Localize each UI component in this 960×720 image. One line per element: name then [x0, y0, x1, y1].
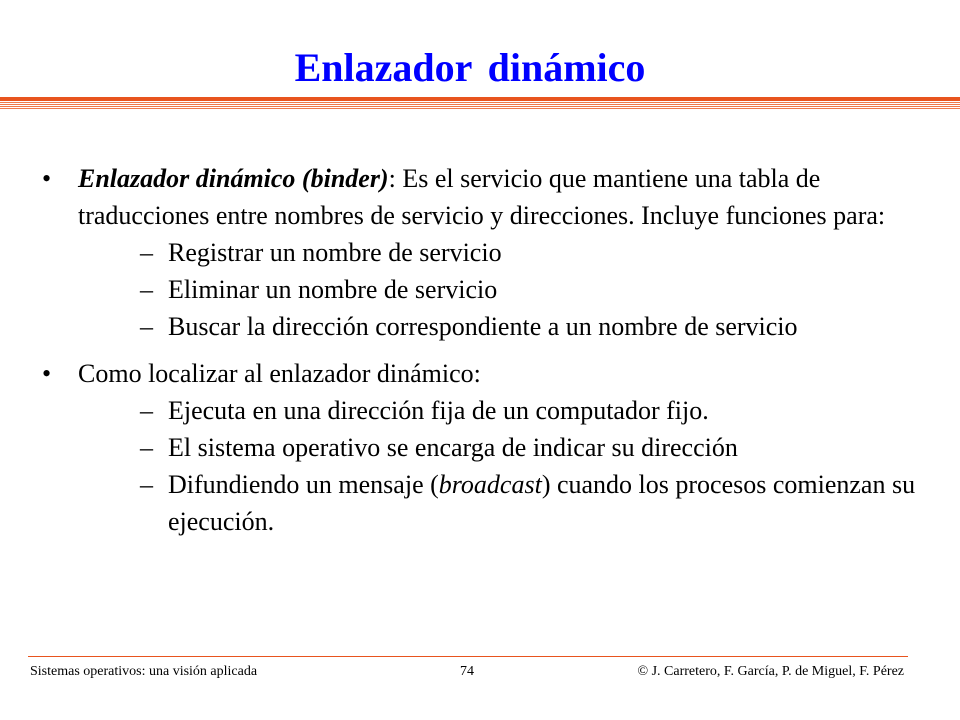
title-divider-stripes	[0, 102, 960, 109]
dash-icon: –	[140, 470, 153, 499]
dash-icon: –	[140, 396, 153, 425]
footer-copyright: © J. Carretero, F. García, P. de Miguel, F. Pérez	[637, 664, 904, 679]
dash-icon: –	[140, 433, 153, 462]
sub-item-os-indicates	[78, 429, 930, 466]
footer-book-title: Sistemas operativos: una visión aplicada	[30, 664, 258, 679]
bullet-binder-definition	[30, 160, 930, 345]
sub-item-broadcast	[78, 466, 930, 540]
sub-item-text: Buscar la dirección correspondiente a un nombre de servicio	[168, 312, 798, 341]
binder-definition-text: : Es el servicio que mantiene una tabla de traducciones entre nombres de servicio y direcciones. Incluye funciones para:	[78, 164, 886, 230]
sub-item-text: Eliminar un nombre de servicio	[168, 275, 498, 304]
locating-binder-text: Como localizar al enlazador dinámico:	[78, 359, 481, 388]
dash-icon: –	[140, 238, 153, 267]
sub-item-remove	[78, 271, 930, 308]
title-divider-line	[0, 97, 960, 101]
bullet-icon: •	[42, 164, 52, 193]
title-divider	[0, 97, 960, 109]
broadcast-text-after: ) cuando los procesos comienzan su ejecución.	[168, 470, 916, 536]
broadcast-term: broadcast	[438, 470, 542, 499]
slide-title: Enlazador dinámico	[294, 45, 646, 90]
sub-item-lookup	[78, 308, 930, 345]
broadcast-text-before: Difundiendo un mensaje (	[168, 470, 439, 499]
dash-icon: –	[140, 275, 153, 304]
sub-item-text: Ejecuta en una dirección fija de un computador fijo.	[168, 396, 709, 425]
dash-icon: –	[140, 312, 153, 341]
sub-item-fixed-address	[78, 392, 930, 429]
footer-divider	[28, 656, 908, 657]
slide-content	[30, 160, 930, 540]
binder-term: Enlazador dinámico (binder)	[78, 164, 389, 193]
sub-item-text: El sistema operativo se encarga de indicar su dirección	[168, 433, 738, 462]
sub-item-register	[78, 234, 930, 271]
sub-item-text: Registrar un nombre de servicio	[168, 238, 502, 267]
bullet-locating-binder	[30, 355, 930, 540]
page-number: 74	[460, 664, 474, 679]
bullet-icon: •	[42, 359, 52, 388]
